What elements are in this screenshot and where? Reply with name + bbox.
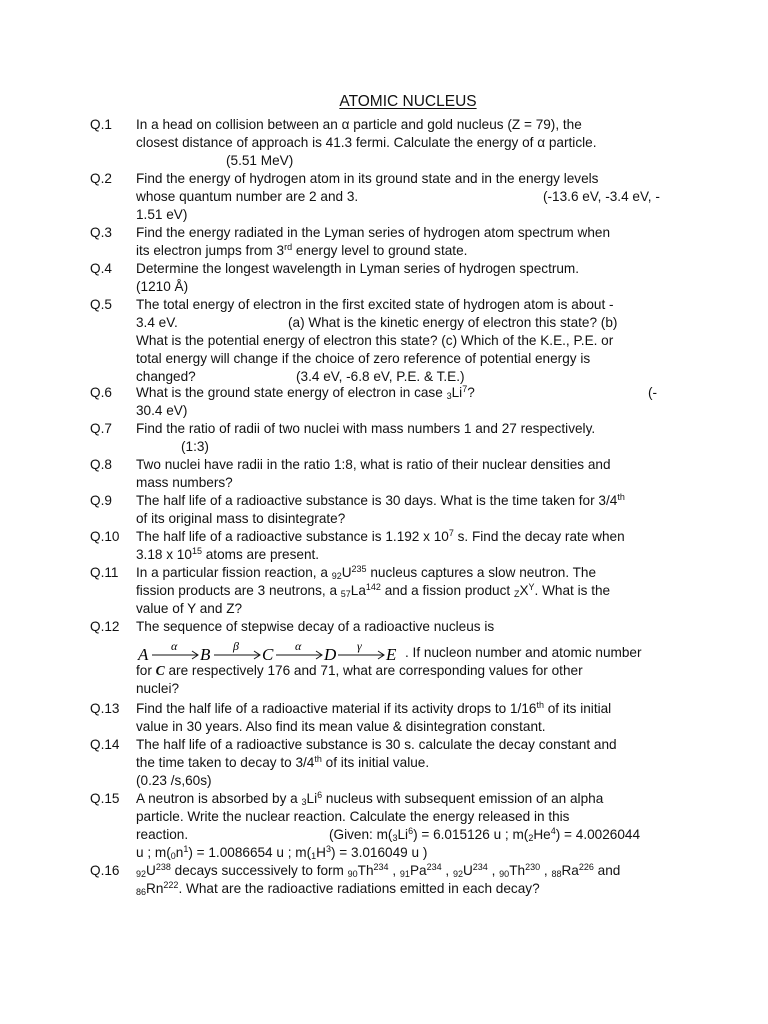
nucleus-c-label: C xyxy=(155,663,165,678)
element-symbol: n xyxy=(175,845,184,860)
text-line: Two nuclei have radii in the ratio 1:8, what is ratio of their nuclear densities and xyxy=(136,457,611,472)
element-symbol: U xyxy=(341,565,352,580)
question-number: Q.16 xyxy=(90,863,120,878)
text-fragment: decays successively to form xyxy=(170,863,348,878)
text-fragment: energy level to ground state. xyxy=(295,243,468,258)
text-line: Find the energy radiated in the Lyman series of hydrogen atom spectrum when xyxy=(136,225,611,240)
text-fragment: fission products are 3 neutrons, a xyxy=(136,583,341,598)
subscript: 92 xyxy=(331,571,342,581)
element-symbol: U xyxy=(462,863,473,878)
text-fragment: the time taken to decay to 3/4 xyxy=(136,755,315,770)
question-text xyxy=(136,224,676,260)
question-text xyxy=(136,384,676,420)
element-symbol: Ra xyxy=(561,863,579,878)
text-fragment: ) = 4.0026044 xyxy=(555,827,641,842)
text-line: What is the potential energy of electron this state? (c) Which of the K.E., P.E. or xyxy=(136,333,614,348)
subscript: 86 xyxy=(136,887,147,897)
text-fragment: s. Find the decay rate when xyxy=(453,529,625,544)
superscript: 235 xyxy=(351,564,367,574)
text-fragment: A neutron is absorbed by a xyxy=(136,791,302,806)
text-line xyxy=(136,546,676,564)
text-fragment: Find the half life of a radioactive material if its activity drops to 1/16 xyxy=(136,701,537,716)
element-symbol: X xyxy=(519,583,529,598)
text-line: value of Y and Z? xyxy=(136,601,243,616)
text-line: Determine the longest wavelength in Lyman series of hydrogen spectrum. xyxy=(136,261,580,276)
element-symbol: Th xyxy=(357,863,374,878)
answer: (5.51 MeV) xyxy=(226,153,294,168)
superscript: Y xyxy=(528,582,535,592)
text-fragment: changed? xyxy=(136,369,196,384)
subscript: 1 xyxy=(311,851,317,861)
superscript: th xyxy=(617,492,625,502)
text-line: Find the energy of hydrogen atom in its ground state and in the energy levels xyxy=(136,171,599,186)
text-line: In a head on collision between an α particle and gold nucleus (Z = 79), the xyxy=(136,117,582,132)
question-number: Q.9 xyxy=(90,493,112,508)
question-text xyxy=(136,170,676,224)
element-symbol: Th xyxy=(509,863,526,878)
text-line xyxy=(136,188,676,206)
text-line xyxy=(136,242,676,260)
superscript: 15 xyxy=(191,546,202,556)
question-text xyxy=(136,456,676,492)
subscript: 57 xyxy=(340,589,351,599)
text-fragment: ) = 3.016049 u ) xyxy=(331,845,428,860)
superscript: 238 xyxy=(155,862,171,872)
superscript: th xyxy=(536,700,544,710)
text-fragment: , xyxy=(487,863,500,878)
text-fragment: its electron jumps from 3 xyxy=(136,243,285,258)
element-symbol: U xyxy=(146,863,156,878)
superscript: 3 xyxy=(325,844,331,854)
superscript: 222 xyxy=(163,880,179,890)
text-line: total energy will change if the choice of zero reference of potential energy is xyxy=(136,351,591,366)
text-line xyxy=(136,384,676,402)
text-fragment: of its initial xyxy=(543,701,612,716)
answer: (3.4 eV, -6.8 eV, P.E. & T.E.) xyxy=(296,369,465,384)
text-fragment: and a fission product xyxy=(380,583,514,598)
superscript: th xyxy=(314,754,322,764)
superscript: 142 xyxy=(365,582,381,592)
text-fragment: In a particular fission reaction, a xyxy=(136,565,332,580)
superscript: 1 xyxy=(183,844,189,854)
element-symbol: He xyxy=(533,827,551,842)
nucleus-c: C xyxy=(262,645,274,664)
text-fragment: , xyxy=(388,863,400,878)
superscript: 6 xyxy=(408,826,414,836)
text-line xyxy=(136,564,676,582)
answer: (1210 Å) xyxy=(136,279,189,294)
text-fragment: , xyxy=(441,863,453,878)
subscript: 88 xyxy=(551,869,562,879)
radiation-label: β xyxy=(233,639,239,653)
question-text xyxy=(136,700,676,736)
text-fragment: ) = 1.0086654 u ; m( xyxy=(188,845,312,860)
question-text xyxy=(136,260,676,296)
question-number: Q.14 xyxy=(90,737,120,752)
nucleus-d: D xyxy=(324,645,337,664)
text-fragment: , xyxy=(540,863,552,878)
text-line xyxy=(136,862,676,880)
superscript: 234 xyxy=(426,862,442,872)
question-number: Q.7 xyxy=(90,421,112,436)
text-line: particle. Write the nuclear reaction. Calculate the energy released in this xyxy=(136,809,570,824)
nucleus-a: A xyxy=(138,645,149,664)
element-symbol: Li xyxy=(397,827,409,842)
text-fragment: (a) What is the kinetic energy of electron this state? (b) xyxy=(288,315,618,330)
subscript: 91 xyxy=(399,869,410,879)
subscript: 3 xyxy=(446,391,452,401)
subscript: 90 xyxy=(347,869,358,879)
text-fragment: What is the ground state energy of electron in case xyxy=(136,385,447,400)
superscript: 234 xyxy=(472,862,488,872)
text-fragment: reaction. xyxy=(136,827,189,842)
question-number: Q.12 xyxy=(90,619,120,634)
element-symbol: Pa xyxy=(409,863,427,878)
text-line xyxy=(136,754,676,772)
text-fragment: 3.18 x 10 xyxy=(136,547,192,562)
superscript: 230 xyxy=(525,862,541,872)
text-line: closest distance of approach is 41.3 fermi. Calculate the energy of α particle. xyxy=(136,135,597,150)
text-fragment: . What are the radioactive radiations emitted in each decay? xyxy=(178,881,540,896)
page-title: ATOMIC NUCLEUS xyxy=(339,93,477,110)
question-number: Q.10 xyxy=(90,529,120,544)
text-line: Find the ratio of radii of two nuclei with mass numbers 1 and 27 respectively. xyxy=(136,421,596,436)
text-fragment: . What is the xyxy=(534,583,611,598)
text-line: The total energy of electron in the first excited state of hydrogen atom is about - xyxy=(136,297,614,312)
text-line xyxy=(136,826,676,844)
text-line xyxy=(136,528,676,546)
text-line: of its original mass to disintegrate? xyxy=(136,511,346,526)
text-fragment: ? xyxy=(467,385,475,400)
text-line: value in 30 years. Also find its mean value & disintegration constant. xyxy=(136,719,546,734)
text-fragment: and xyxy=(593,863,621,878)
subscript: Z xyxy=(513,589,520,599)
text-fragment: are respectively 176 and 71, what are corresponding values for other xyxy=(164,663,583,678)
text-line: The sequence of stepwise decay of a radioactive nucleus is xyxy=(136,619,495,634)
superscript: 226 xyxy=(578,862,594,872)
text-line: mass numbers? xyxy=(136,475,233,490)
question-text xyxy=(136,528,676,564)
element-symbol: H xyxy=(316,845,326,860)
answer: 30.4 eV) xyxy=(136,403,188,418)
element-symbol: La xyxy=(350,583,366,598)
text-fragment: The half life of a radioactive substance is 1.192 x 10 xyxy=(136,529,449,544)
radiation-label: α xyxy=(171,639,178,653)
question-number: Q.15 xyxy=(90,791,120,806)
text-fragment: u ; m( xyxy=(136,845,171,860)
question-text xyxy=(136,564,676,618)
question-number: Q.3 xyxy=(90,225,112,240)
subscript: 0 xyxy=(170,851,176,861)
text-line xyxy=(136,844,676,862)
text-line xyxy=(136,700,676,718)
text-line xyxy=(136,880,676,898)
text-line: The half life of a radioactive substance is 30 s. calculate the decay constant and xyxy=(136,737,617,752)
text-fragment: 3.4 eV. xyxy=(136,315,178,330)
text-line xyxy=(136,582,676,600)
text-fragment: for xyxy=(136,663,156,678)
text-fragment: The half life of a radioactive substance is 30 days. What is the time taken for 3/4 xyxy=(136,493,618,508)
superscript: rd xyxy=(284,242,293,252)
question-text xyxy=(136,790,676,862)
question-text xyxy=(136,420,676,456)
subscript: 3 xyxy=(301,797,307,807)
element-symbol: Li xyxy=(306,791,318,806)
text-fragment: . If nucleon number and atomic number xyxy=(405,645,642,660)
subscript: 2 xyxy=(528,833,534,843)
answer: (-13.6 eV, -3.4 eV, - xyxy=(543,189,660,204)
question-number: Q.5 xyxy=(90,297,112,312)
question-text xyxy=(136,736,676,790)
subscript: 90 xyxy=(499,869,510,879)
radiation-label: α xyxy=(295,639,302,653)
text-fragment: ) = 6.015126 u ; m( xyxy=(413,827,529,842)
text-fragment: (Given: m( xyxy=(329,827,393,842)
subscript: 92 xyxy=(452,869,463,879)
text-line: nuclei? xyxy=(136,681,180,696)
element-symbol: Li xyxy=(451,385,463,400)
text-line xyxy=(136,790,676,808)
answer: (1:3) xyxy=(181,439,209,454)
subscript: 92 xyxy=(136,869,147,879)
text-fragment: atoms are present. xyxy=(201,547,320,562)
answer: (0.23 /s,60s) xyxy=(136,773,212,788)
answer: 1.51 eV) xyxy=(136,207,188,222)
question-number: Q.13 xyxy=(90,701,120,716)
text-line xyxy=(136,492,676,510)
question-number: Q.6 xyxy=(90,385,112,400)
question-number: Q.8 xyxy=(90,457,112,472)
decay-sequence-svg xyxy=(136,638,436,668)
question-text xyxy=(136,862,676,898)
nucleus-b: B xyxy=(200,645,211,664)
superscript: 234 xyxy=(373,862,389,872)
answer: (- xyxy=(648,385,658,400)
given-masses xyxy=(329,826,640,844)
question-text xyxy=(136,492,676,528)
text-fragment: whose quantum number are 2 and 3. xyxy=(136,189,359,204)
question-number: Q.4 xyxy=(90,261,112,276)
question-number: Q.11 xyxy=(90,565,119,580)
text-fragment: nucleus captures a slow neutron. The xyxy=(366,565,597,580)
question-text xyxy=(136,296,676,386)
question-text xyxy=(136,116,676,170)
superscript: 7 xyxy=(448,528,454,538)
decay-sequence xyxy=(136,638,436,668)
radiation-label: γ xyxy=(357,639,362,653)
nucleus-e: E xyxy=(386,645,397,664)
text-line xyxy=(136,314,676,332)
superscript: 6 xyxy=(317,790,323,800)
text-line xyxy=(136,438,676,456)
element-symbol: Rn xyxy=(146,881,164,896)
question-number: Q.2 xyxy=(90,171,112,186)
subscript: 3 xyxy=(392,833,398,843)
superscript: 7 xyxy=(462,384,468,394)
text-fragment: of its initial value. xyxy=(321,755,430,770)
superscript: 4 xyxy=(550,826,556,836)
text-fragment: nucleus with subsequent emission of an alpha xyxy=(322,791,604,806)
question-number: Q.1 xyxy=(90,117,112,132)
text-line xyxy=(136,152,676,170)
